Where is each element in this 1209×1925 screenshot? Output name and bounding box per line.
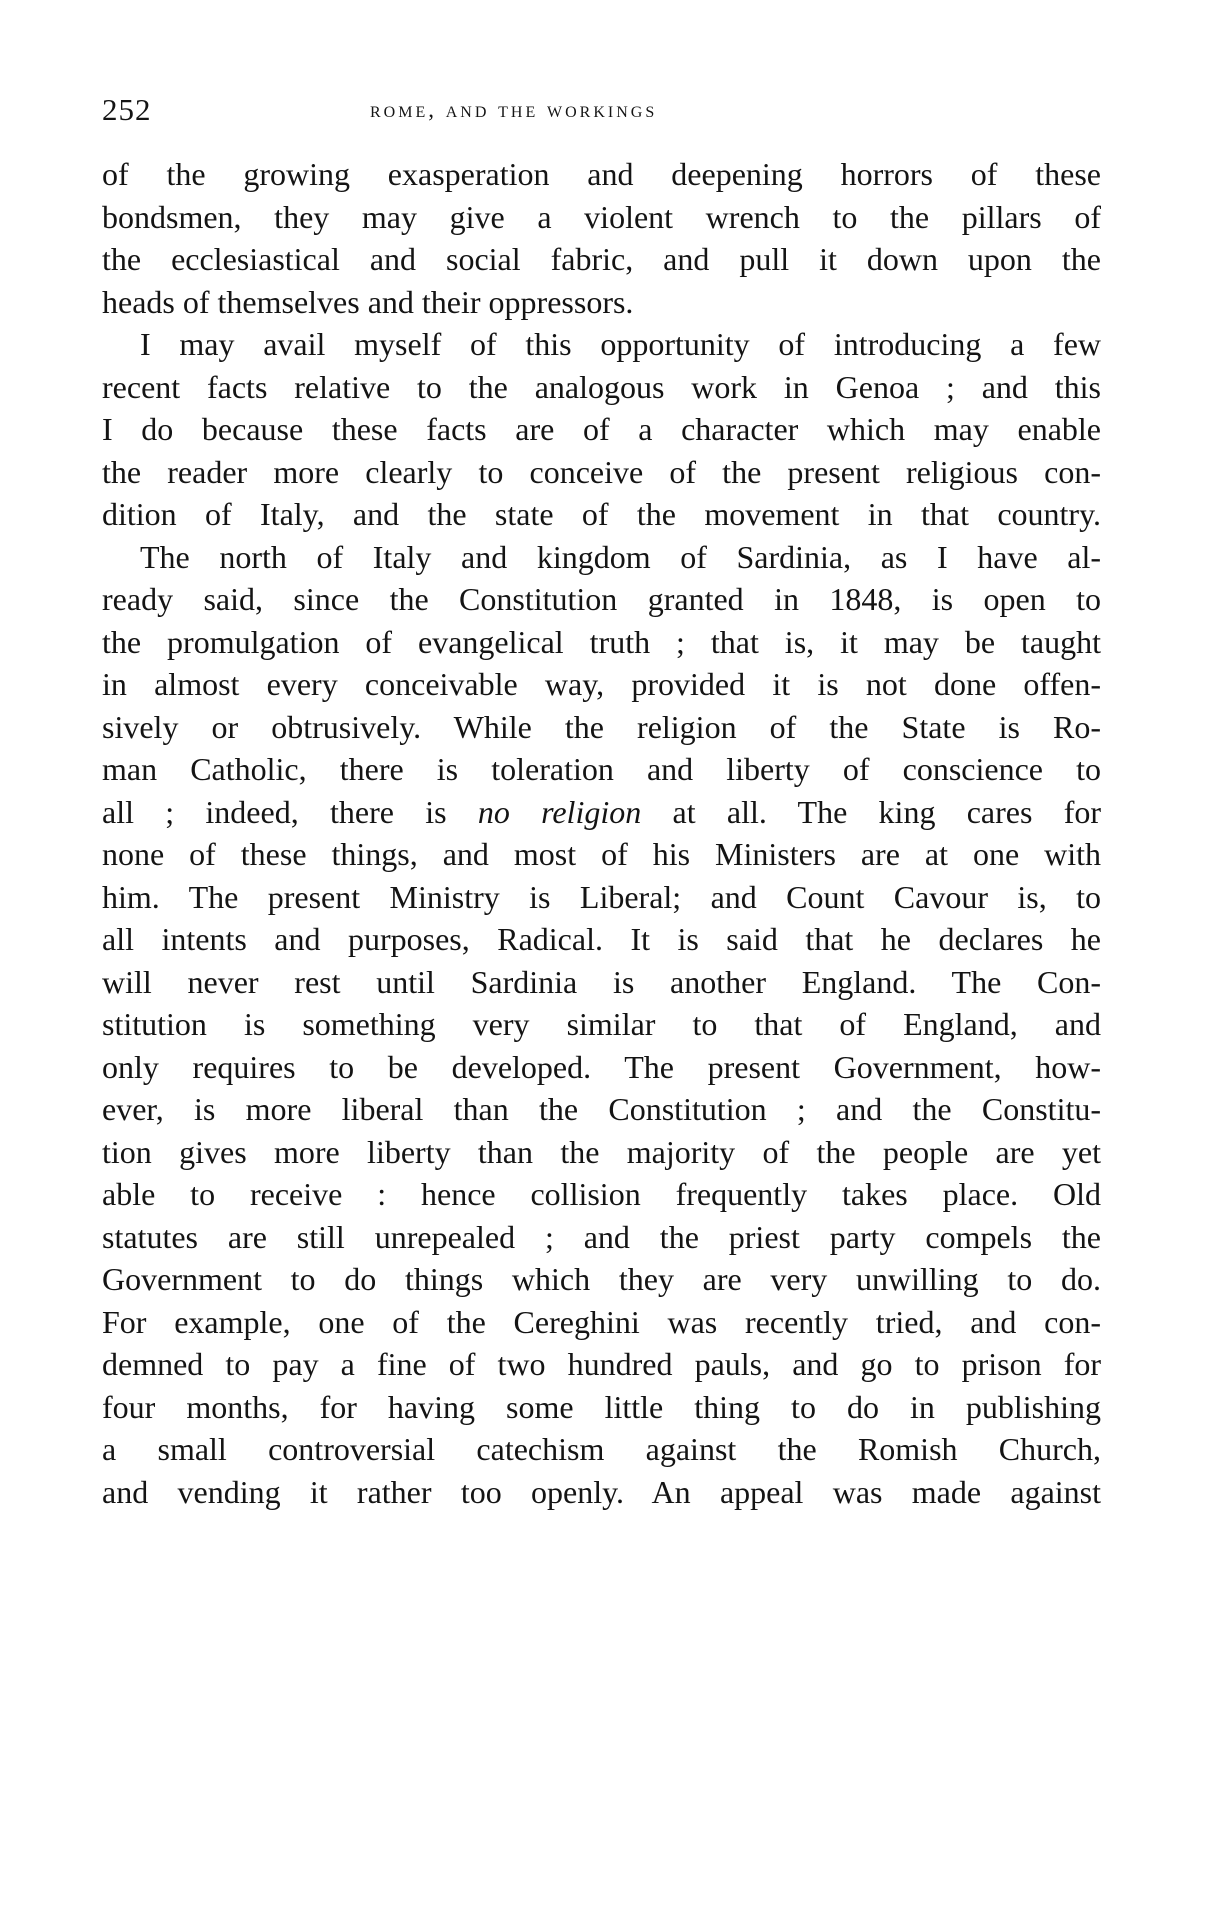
text-line: dition of Italy, and the state of the movement in that country. bbox=[102, 496, 1101, 532]
text-line: a small controversial catechism against the Romish Church, bbox=[102, 1431, 1101, 1467]
text-line: recent facts relative to the analogous work in Genoa ; and this bbox=[102, 369, 1101, 405]
text-line: demned to pay a fine of two hundred pauls, and go to prison for bbox=[102, 1346, 1101, 1382]
text-line: heads of themselves and their oppressors. bbox=[102, 284, 634, 320]
text-run: at all. The king cares for bbox=[641, 794, 1101, 830]
text-line: of the growing exasperation and deepening horrors of these bbox=[102, 156, 1101, 192]
text-line: I do because these facts are of a character which may enable bbox=[102, 411, 1101, 447]
text-line: Government to do things which they are very unwilling to do. bbox=[102, 1261, 1101, 1297]
text-line: stitution is something very similar to that of England, and bbox=[102, 1006, 1101, 1042]
text-line: the reader more clearly to conceive of the present religious con- bbox=[102, 454, 1101, 490]
italic-phrase: no religion bbox=[477, 794, 642, 830]
page-number: 252 bbox=[102, 92, 152, 127]
text-line: sively or obtrusively. While the religion of the State is Ro- bbox=[102, 709, 1101, 745]
running-head: rome, and the workings bbox=[370, 97, 658, 122]
text-line: man Catholic, there is toleration and liberty of conscience to bbox=[102, 751, 1101, 787]
text-run: all ; indeed, there is bbox=[102, 794, 478, 830]
text-line: The north of Italy and kingdom of Sardinia, as I have al- bbox=[140, 539, 1101, 575]
text-line: four months, for having some little thing to do in publishing bbox=[102, 1389, 1101, 1425]
text-line: will never rest until Sardinia is another England. The Con- bbox=[102, 964, 1101, 1000]
text-line: ready said, since the Constitution granted in 1848, is open to bbox=[102, 581, 1101, 617]
text-line: able to receive : hence collision frequently takes place. Old bbox=[102, 1176, 1101, 1212]
text-line: in almost every conceivable way, provided it is not done offen- bbox=[102, 666, 1101, 702]
text-line: all intents and purposes, Radical. It is said that he declares he bbox=[102, 921, 1101, 957]
text-line: none of these things, and most of his Ministers are at one with bbox=[102, 836, 1101, 872]
text-line bbox=[102, 788, 1101, 836]
text-line: the ecclesiastical and social fabric, and pull it down upon the bbox=[102, 241, 1101, 277]
text-line: For example, one of the Cereghini was recently tried, and con- bbox=[102, 1304, 1101, 1340]
text-line: bondsmen, they may give a violent wrench to the pillars of bbox=[102, 199, 1101, 235]
text-line: the promulgation of evangelical truth ; that is, it may be taught bbox=[102, 624, 1101, 660]
text-line: only requires to be developed. The present Government, how- bbox=[102, 1049, 1101, 1085]
text-line: statutes are still unrepealed ; and the priest party compels the bbox=[102, 1219, 1101, 1255]
text-line: and vending it rather too openly. An appeal was made against bbox=[102, 1474, 1101, 1510]
text-line: tion gives more liberty than the majority of the people are yet bbox=[102, 1134, 1101, 1170]
text-line: ever, is more liberal than the Constitution ; and the Constitu- bbox=[102, 1091, 1101, 1127]
text-line: I may avail myself of this opportunity of introducing a few bbox=[140, 326, 1101, 362]
text-line: him. The present Ministry is Liberal; and Count Cavour is, to bbox=[102, 879, 1101, 915]
